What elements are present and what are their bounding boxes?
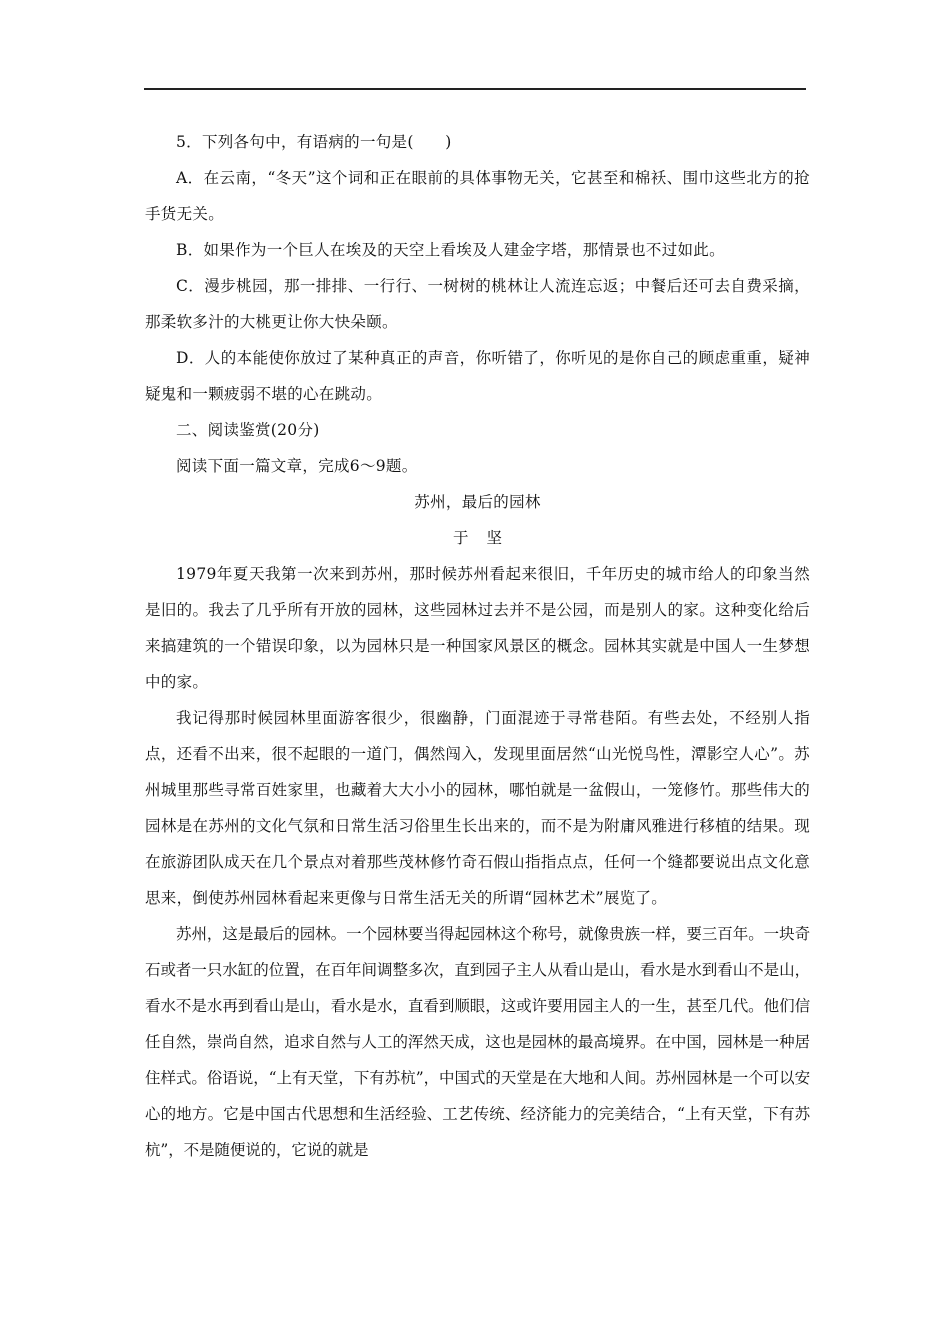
header-rule (144, 88, 806, 90)
section-heading: 二、阅读鉴赏(20分) (176, 421, 320, 439)
question-5-stem: 5．下列各句中，有语病的一句是( ) (176, 133, 452, 151)
article-author: 于坚 (452, 529, 520, 547)
article-title: 苏州，最后的园林 (414, 493, 541, 511)
reading-instruction: 阅读下面一篇文章，完成6～9题。 (176, 457, 418, 475)
question-5-option-c: C．漫步桃园，那一排排、一行行、一树树的桃林让人流连忘返；中餐后还可去自费采摘，那柔软多汁的大桃更让你大快朵颐。 (145, 277, 810, 331)
article-paragraph: 苏州，这是最后的园林。一个园林要当得起园林这个称号，就像贵族一样，要三百年。一块奇石或者一只水缸的位置，在百年间调整多次，直到园子主人从看山是山，看水是水到看山不是山，看水不是水再到看山是山，看水是水，直看到顺眼，这或许要用园主人的一生，甚至几代。他们信任自然，崇尚自然，追求自然与人工的浑然天成，这也是园林的最高境界。在中国，园林是一种居住样式。俗语说，“上有天堂，下有苏杭”，中国式的天堂是在大地和人间。苏州园林是一个可以安心的地方。它是中国古代思想和生活经验、工艺传统、经济能力的完美结合，“上有天堂，下有苏杭”，不是随便说的，它说的就是 (145, 925, 810, 1159)
article-paragraph: 我记得那时候园林里面游客很少，很幽静，门面混迹于寻常巷陌。有些去处，不经别人指点，还看不出来，很不起眼的一道门，偶然闯入，发现里面居然“山光悦鸟性，潭影空人心”。苏州城里那些寻常百姓家里，也藏着大大小小的园林，哪怕就是一盆假山，一笼修竹。那些伟大的园林是在苏州的文化气氛和日常生活习俗里生长出来的，而不是为附庸风雅进行移植的结果。现在旅游团队成天在几个景点对着那些茂林修竹奇石假山指指点点，任何一个缝都要说出点文化意思来，倒使苏州园林看起来更像与日常生活无关的所谓“园林艺术”展览了。 (145, 709, 810, 907)
question-5-option-b: B．如果作为一个巨人在埃及的天空上看埃及人建金字塔，那情景也不过如此。 (176, 241, 725, 259)
document-body (145, 124, 810, 1168)
question-5-option-a: A．在云南，“冬天”这个词和正在眼前的具体事物无关，它甚至和棉袄、围巾这些北方的抢手货无关。 (145, 169, 810, 223)
article-paragraph: 1979年夏天我第一次来到苏州，那时候苏州看起来很旧，千年历史的城市给人的印象当然是旧的。我去了几乎所有开放的园林，这些园林过去并不是公园，而是别人的家。这种变化给后来搞建筑的一个错误印象，以为园林只是一种国家风景区的概念。园林其实就是中国人一生梦想中的家。 (145, 565, 810, 691)
question-5-option-d: D．人的本能使你放过了某种真正的声音，你听错了，你听见的是你自己的顾虑重重，疑神疑鬼和一颗疲弱不堪的心在跳动。 (145, 349, 810, 403)
